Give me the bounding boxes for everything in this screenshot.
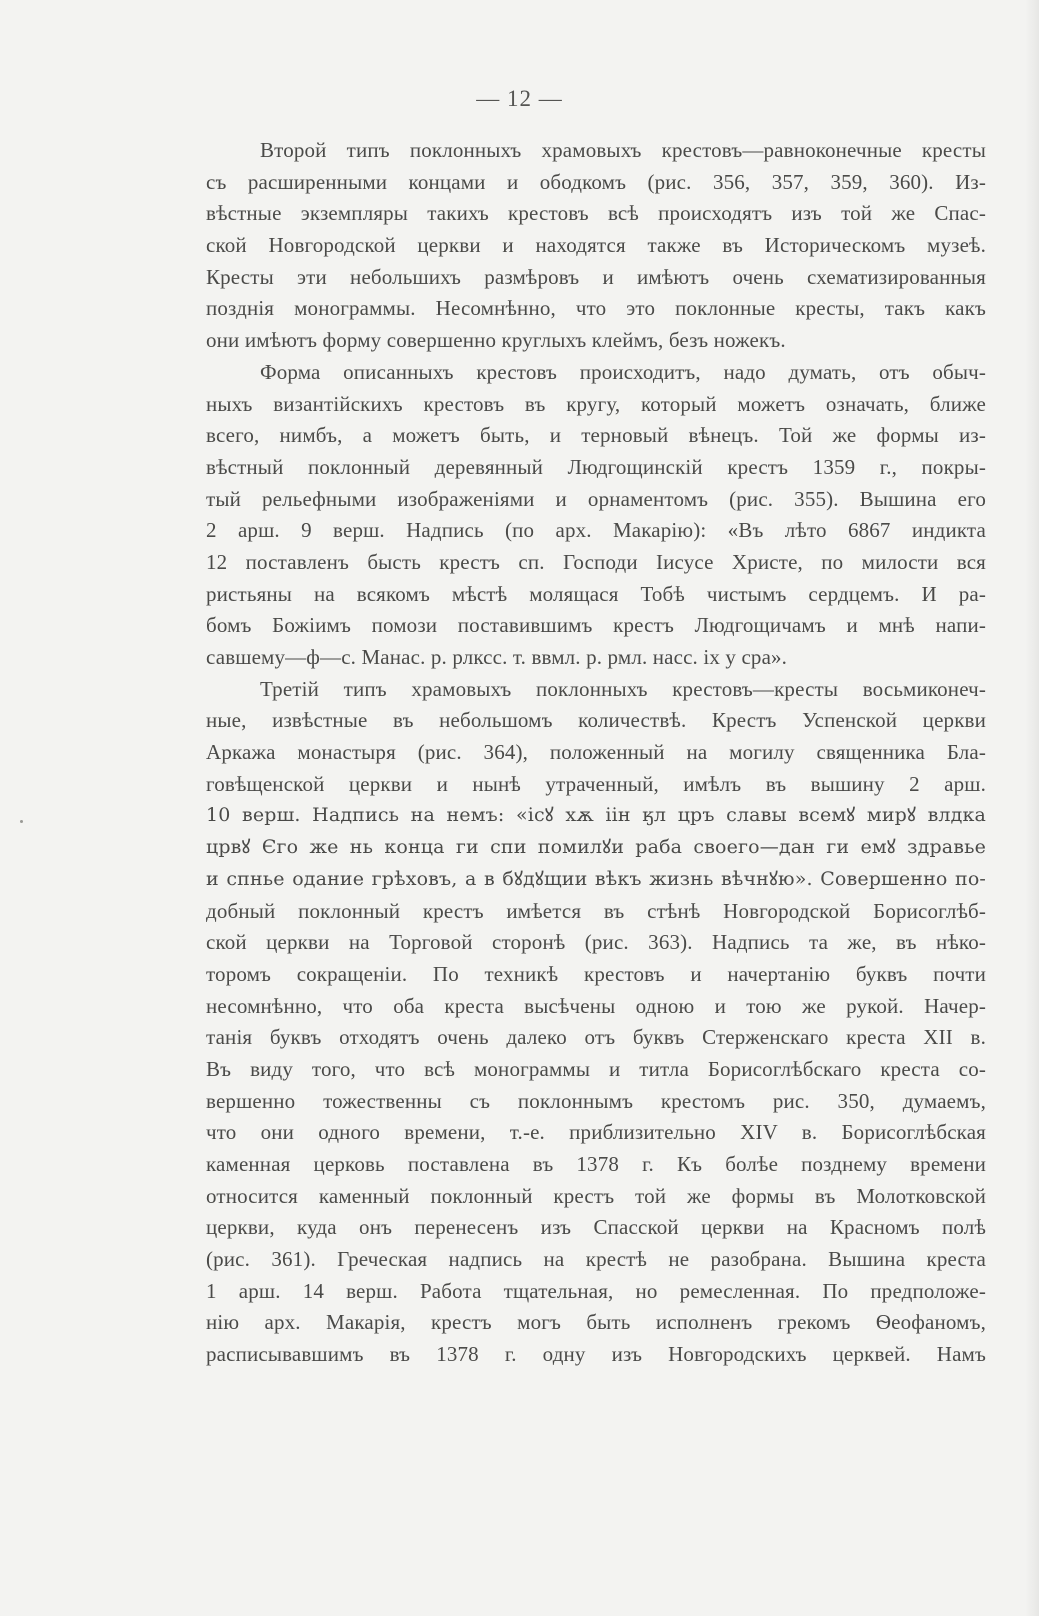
text-line: (рис. 361). Греческая надпись на крестѣ не разобрана. Вышина креста [206,1247,986,1272]
text-line: ской церкви на Торговой сторонѣ (рис. 363). Надпись та же, въ нѣко- [206,930,986,955]
paragraph-3 [206,674,986,1371]
text-line: вѣстные экземпляры такихъ крестовъ всѣ происходятъ изъ той же Спас- [206,201,986,226]
text-line: ные, извѣстные въ небольшомъ количествѣ. Крестъ Успенской церкви [206,708,986,733]
text-line: Аркажа монастыря (рис. 364), положенный на могилу священника Бла- [206,740,986,765]
text-line: несомнѣнно, что оба креста высѣчены одною и тою же рукой. Начер- [206,993,986,1018]
text-line: 1 арш. 14 верш. Работа тщательная, но ремесленная. По предположе- [206,1278,986,1303]
text-line: позднія монограммы. Несомнѣнно, что это поклонные кресты, такъ какъ [206,296,986,321]
text-line: они имѣютъ форму совершенно круглыхъ клеймъ, безъ ножекъ. [206,328,786,353]
text-line: савшему—ф—с. Манас. р. рлксс. т. ввмл. р. рмл. насс. іх у сра». [206,645,788,669]
paper-speck [20,820,23,823]
text-line: Кресты эти небольшихъ размѣровъ и имѣютъ очень схематизированныя [206,264,986,289]
church-slavonic-line: 10 верш. Надпись на немъ: «ісꙋ хѫ іін ӄл цръ славы всемꙋ мирꙋ влдка [206,804,986,827]
text-line: говѣщенской церкви и нынѣ утраченный, имѣлъ въ вышину 2 арш. [206,771,986,796]
text-line: бомъ Божіимъ помози поставившимъ крестъ Людгощичамъ и мнѣ напи- [206,613,986,638]
text-line: торомъ сокращеніи. По техникѣ крестовъ и начертанію буквъ почти [206,961,986,986]
page-number: — 12 — [476,86,563,111]
text-line: относится каменный поклонный крестъ той же формы въ Молотковской [206,1183,986,1208]
text-line: всего, нимбъ, а можетъ быть, и терновый вѣнецъ. Той же формы из- [206,423,986,448]
text-line: добный поклонный крестъ имѣется въ стѣнѣ Новгородской Борисоглѣб- [206,898,986,923]
text-line: ской Новгородской церкви и находятся также въ Историческомъ музеѣ. [206,233,986,258]
text-line: каменная церковь поставлена въ 1378 г. Къ болѣе позднему времени [206,1152,986,1176]
text-line: Форма описанныхъ крестовъ происходитъ, надо думать, отъ обыч- [260,359,986,384]
text-line: ристьяны на всякомъ мѣстѣ молящася Тобѣ чистымъ сердцемъ. И ра- [206,581,986,606]
text-line: вѣстный поклонный деревянный Людгощинскій крестъ 1359 г., покры- [206,454,986,479]
paragraph-1 [206,135,986,357]
text-body [206,135,986,1371]
church-slavonic-line: и спнье одание грѣховъ, а в бꙋдꙋщии вѣкъ жизнь вѣчнꙋю». Совершенно по- [206,867,986,890]
text-line: ныхъ византійскихъ крестовъ въ кругу, который можетъ означать, ближе [206,391,986,416]
text-line: Третій типъ храмовыхъ поклонныхъ крестовъ—кресты восьмиконеч- [260,676,986,701]
text-line: 2 арш. 9 верш. Надпись (по арх. Макарію): «Въ лѣто 6867 индикта [206,518,986,543]
text-line: Второй типъ поклонныхъ храмовыхъ крестовъ—равноконечные кресты [260,138,986,162]
text-line: танія буквъ отходятъ очень далеко отъ буквъ Стерженскаго креста XII в. [206,1025,986,1050]
text-line: вершенно тожественны съ поклоннымъ крестомъ рис. 350, думаемъ, [206,1088,986,1113]
text-line: Въ виду того, что всѣ монограммы и титла Борисоглѣбскаго креста со- [206,1056,986,1081]
text-line: тый рельефными изображеніями и орнаментомъ (рис. 355). Вышина его [206,486,986,511]
text-line: съ расширенными концами и ободкомъ (рис. 356, 357, 359, 360). Из- [206,169,986,194]
text-line: что они одного времени, т.-е. приблизительно XIV в. Борисоглѣбская [206,1120,986,1145]
text-line: церкви, куда онъ перенесенъ изъ Спасской церкви на Красномъ полѣ [206,1215,986,1240]
text-line: 12 поставленъ бысть крестъ сп. Господи Іисусе Христе, по милости вся [206,549,986,574]
church-slavonic-line: црвꙋ Єго же нь конца ги спи помилꙋи раба своего—дан ги емꙋ здравье [206,836,986,859]
text-line: расписывавшимъ въ 1378 г. одну изъ Новгородскихъ церквей. Намъ [206,1342,986,1367]
page-edge-shadow [1025,0,1039,1616]
paragraph-2 [206,357,986,674]
text-line: нію арх. Макарія, крестъ могъ быть исполненъ грекомъ Ѳеофаномъ, [206,1310,986,1335]
